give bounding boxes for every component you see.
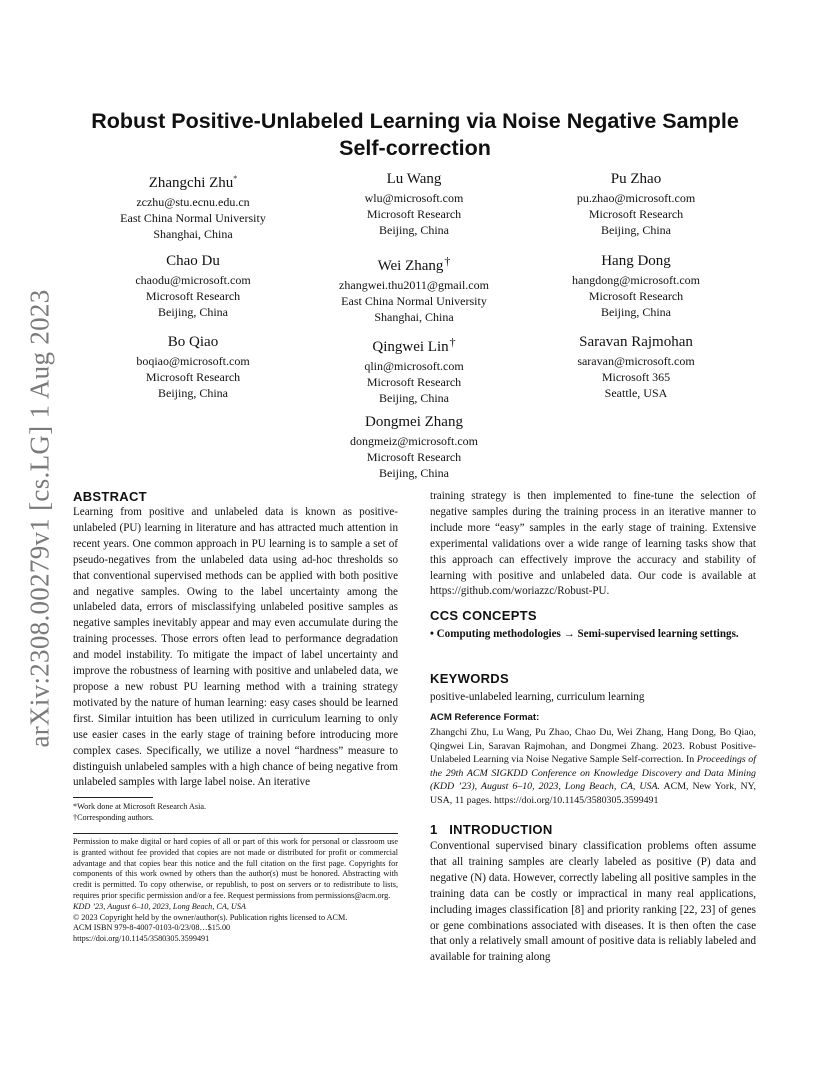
author-email: boqiao@microsoft.com <box>136 354 250 368</box>
introduction-body <box>430 839 756 966</box>
author-affiliation: Microsoft Research <box>588 289 684 303</box>
keywords-heading: KEYWORDS <box>430 671 509 686</box>
footnote-work: *Work done at Microsoft Research Asia. <box>73 802 207 811</box>
permission-block <box>73 837 398 945</box>
abstract-heading: ABSTRACT <box>73 489 147 504</box>
footnote-rule <box>73 797 153 798</box>
author-block <box>516 333 756 401</box>
author-email: qlin@microsoft.com <box>364 359 464 373</box>
author-location: Beijing, China <box>158 305 228 319</box>
author-name: Lu Wang <box>386 171 442 187</box>
author-block <box>516 170 756 238</box>
introduction-heading: 1 INTRODUCTION <box>430 822 553 837</box>
author-location: Beijing, China <box>158 386 228 400</box>
author-block <box>73 252 313 320</box>
ccs-body <box>430 627 756 643</box>
doi-link[interactable]: https://doi.org/10.1145/3580305.3599491 <box>73 934 210 944</box>
copyright-info: © 2023 Copyright held by the owner/author(s). Publication rights licensed to ACM. <box>73 912 348 922</box>
footnote-corresponding: †Corresponding authors. <box>73 813 154 822</box>
author-location: Beijing, China <box>379 223 449 237</box>
author-location: Seattle, USA <box>604 386 668 400</box>
keywords-body <box>430 690 756 706</box>
introduction-text: Conventional supervised binary classification problems often assume that all training samples are clearly labeled as positive (P) data and negative (N) data. However, correctly labeling all positive samples in the training data can be costly or impractical in many real applications, including images classification [8] and priority ranking [22, 23] of genes or gene combinations associated with diseases. It is then often the case that only a relatively small amount of positive data is reliably labeled and available for training along <box>430 840 756 964</box>
acm-ref-venue: Proceedings of the 29th ACM SIGKDD Conference on Knowledge Discovery and Data Mining (KDD ’23), August 6–10, 2023, Long Beach, CA, USA. <box>430 754 756 793</box>
author-location: Beijing, China <box>379 391 449 405</box>
author-email: saravan@microsoft.com <box>577 354 695 368</box>
isbn-info: ACM ISBN 979-8-4007-0103-0/23/08…$15.00 <box>73 923 231 933</box>
author-name: Pu Zhao <box>610 171 662 187</box>
author-block <box>516 252 756 320</box>
author-block <box>294 413 534 481</box>
author-location: Shanghai, China <box>153 227 233 241</box>
author-block <box>294 170 534 238</box>
abstract-body <box>73 505 398 791</box>
author-email: pu.zhao@microsoft.com <box>576 191 696 205</box>
author-affiliation: Microsoft Research <box>366 375 462 389</box>
paper-title: Robust Positive-Unlabeled Learning via Noise Negative Sample Self-correction <box>91 109 739 160</box>
acm-ref-body <box>430 726 756 808</box>
author-location: Shanghai, China <box>374 310 454 324</box>
author-location: Beijing, China <box>601 305 671 319</box>
permission-text: Permission to make digital or hard copies of all or part of this work for personal or classroom use is granted without fee provided that copies are not made or distributed for profit or commercial advantage and that copies bear this notice and the full citation on the first page. Copyrights for components of this work owned by others than the author(s) must be honored. Abstracting with credit is permitted. To copy otherwise, or republish, to post on servers or to redistribute to lists, requires prior specific permission and/or a fee. Request permissions from permissions@acm.org. <box>73 837 398 900</box>
author-affiliation: Microsoft Research <box>588 207 684 221</box>
author-name: Zhangchi Zhu* <box>148 174 238 191</box>
author-block <box>73 333 313 401</box>
author-affiliation: Microsoft Research <box>366 450 462 464</box>
author-name: Hang Dong <box>601 253 671 269</box>
acm-ref-authors: Zhangchi Zhu, Lu Wang, Pu Zhao, Chao Du, Wei Zhang, Hang Dong, Bo Qiao, Qingwei Lin, Saravan Rajmohan, and Dongmei Zhang. 2023. Robust Positive-Unlabeled Learning via Noise Negative Sample Self-correction. In <box>430 727 756 766</box>
ccs-heading: CCS CONCEPTS <box>430 608 537 623</box>
abstract-continuation <box>430 489 756 600</box>
author-name: Saravan Rajmohan <box>579 334 693 350</box>
arxiv-identifier <box>20 288 60 748</box>
acm-ref-text <box>430 726 756 808</box>
conference-info: KDD ’23, August 6–10, 2023, Long Beach, CA, USA <box>73 901 246 911</box>
author-email: zczhu@stu.ecnu.edu.cn <box>136 195 250 209</box>
author-name: Dongmei Zhang <box>365 414 463 430</box>
author-affiliation: Microsoft Research <box>145 370 241 384</box>
author-name: Bo Qiao <box>167 334 219 350</box>
author-affiliation: East China Normal University <box>120 211 266 225</box>
footnote-list <box>73 801 398 823</box>
author-email: chaodu@microsoft.com <box>135 273 251 287</box>
author-block <box>73 170 313 242</box>
arxiv-id-text: arXiv:2308.00279v1 [cs.LG] 1 Aug 2023 <box>24 288 55 748</box>
author-name: Qingwei Lin† <box>372 335 456 355</box>
acm-ref-tail: ACM, New York, NY, USA, 11 pages. https://doi.org/10.1145/3580305.3599491 <box>430 781 756 806</box>
author-email: hangdong@microsoft.com <box>571 273 701 287</box>
acm-ref-heading: ACM Reference Format: <box>430 712 540 723</box>
author-location: Beijing, China <box>601 223 671 237</box>
author-email: wlu@microsoft.com <box>364 191 464 205</box>
author-affiliation: Microsoft 365 <box>601 370 671 384</box>
author-location: Beijing, China <box>379 466 449 480</box>
author-email: dongmeiz@microsoft.com <box>349 434 479 448</box>
author-block <box>294 333 534 406</box>
abstract-text: Learning from positive and unlabeled data is known as positive-unlabeled (PU) learning in literature and has attracted much attention in recent years. One common approach in PU learning is to sample a set of pseudo-negatives from the unlabeled data using ad-hoc thresholds so that conventional supervised methods can be applied with both positive and negative samples. Owing to the label uncertainty among the unlabeled data, errors of misclassifying unlabeled positive samples as negative samples inevitably appear and may even accumulate during the training processes. Those errors often lead to performance degradation and model instability. To mitigate the impact of label uncertainty and improve the robustness of learning with positive and unlabeled data, we propose a new robust PU learning method with a training strategy motivated by the nature of human learning: easy cases should be learned first. Similar intuition has been utilized in curriculum learning to only use easier cases in the early stage of training before introducing more complex cases. Specifically, we utilize a novel “hardness” measure to distinguish unlabeled samples with a high chance of being negative from unlabeled samples with large label noise. An iterative <box>73 506 398 789</box>
author-name: Wei Zhang† <box>377 254 451 274</box>
ccs-text: • Computing methodologies → Semi-supervised learning settings. <box>430 628 739 640</box>
permission-rule <box>73 833 398 834</box>
author-email: zhangwei.thu2011@gmail.com <box>339 278 489 292</box>
author-block <box>294 252 534 325</box>
author-affiliation: Microsoft Research <box>366 207 462 221</box>
author-affiliation: East China Normal University <box>341 294 487 308</box>
author-name: Chao Du <box>166 253 220 269</box>
author-affiliation: Microsoft Research <box>145 289 241 303</box>
keywords-text: positive-unlabeled learning, curriculum learning <box>430 691 645 703</box>
abstract-continuation-text: training strategy is then implemented to fine-tune the selection of negative samples during the training process in an iterative manner to include more “easy” samples in the early stage of training. Extensive experimental validations over a wide range of learning tasks show that this approach can effectively improve the accuracy and stability of learning with positive and unlabeled data. Our code is available at https://github.com/woriazzc/Robust-PU. <box>430 490 756 598</box>
